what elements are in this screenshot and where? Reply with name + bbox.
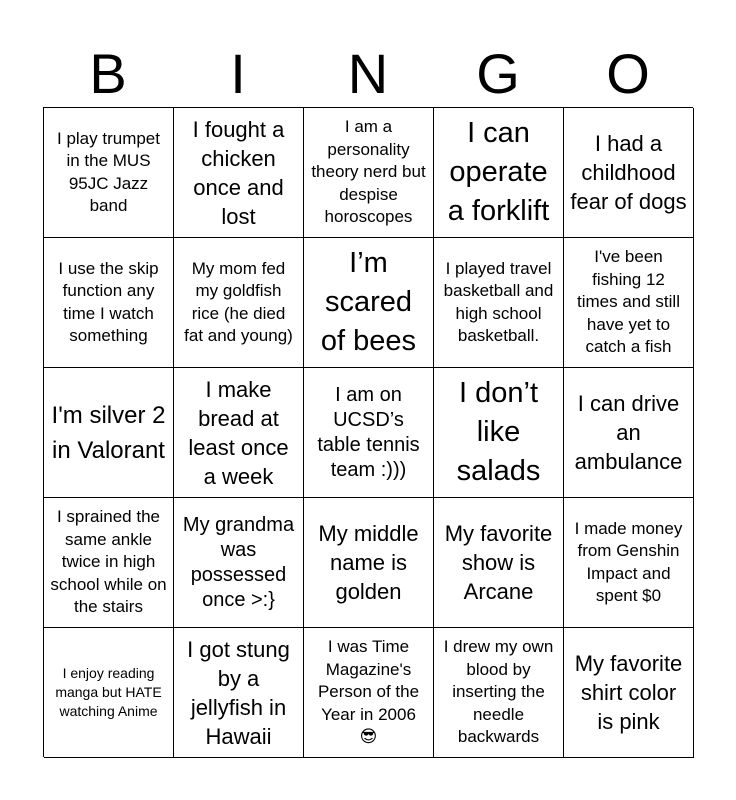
cell-text: My favorite show is Arcane (444, 521, 553, 604)
header-letter-n: N (347, 42, 389, 105)
cell-text: I drew my own blood by inserting the needle backwards (443, 637, 554, 747)
cell-text: I had a childhood fear of dogs (570, 131, 687, 214)
bingo-cell[interactable] (434, 368, 564, 498)
bingo-cell[interactable] (564, 238, 694, 368)
bingo-cell[interactable] (174, 108, 304, 238)
bingo-cell[interactable] (434, 238, 564, 368)
bingo-cell[interactable] (304, 368, 434, 498)
cell-text: My grandma was possessed once >:} (182, 513, 295, 611)
cell-text: I got stung by a jellyfish in Hawaii (187, 636, 290, 749)
bingo-cell[interactable] (44, 498, 174, 628)
cell-text: I've been fishing 12 times and still have yet to catch a fish (577, 247, 680, 357)
bingo-cell[interactable] (174, 238, 304, 368)
bingo-cell[interactable] (434, 108, 564, 238)
bingo-cell[interactable] (304, 238, 434, 368)
bingo-cell[interactable] (564, 498, 694, 628)
bingo-cell[interactable] (44, 108, 174, 238)
bingo-header (43, 40, 693, 108)
bingo-cell[interactable] (564, 108, 694, 238)
cell-text: I played travel basketball and high school basketball. (443, 258, 554, 345)
cell-text: I'm silver 2 in Valorant (51, 401, 166, 464)
header-letter-b: B (89, 42, 127, 105)
bingo-cell[interactable] (564, 368, 694, 498)
cell-text: I use the skip function any time I watch something (58, 258, 159, 345)
cell-text: I sprained the same ankle twice in high school while on the stairs (50, 507, 167, 617)
bingo-cell[interactable] (174, 628, 304, 758)
cell-text: I am on UCSD’s table tennis team :))) (317, 383, 420, 481)
cell-text: I can drive an ambulance (574, 391, 683, 474)
cell-text: I’m scared of bees (320, 247, 417, 357)
cell-text: I fought a chicken once and lost (192, 116, 285, 229)
cell-text: I was Time Magazine's Person of the Year in 2006 😎 (317, 637, 420, 747)
header-letter-g: G (476, 42, 520, 105)
bingo-cell[interactable] (304, 628, 434, 758)
cell-text: My middle name is golden (318, 521, 419, 604)
cell-text: I enjoy reading manga but HATE watching Anime (55, 665, 162, 719)
header-letter-o: O (606, 42, 650, 105)
cell-text: I can operate a forklift (447, 117, 550, 227)
cell-text: I am a personality theory nerd but despise horoscopes (311, 117, 426, 227)
cell-text: I don’t like salads (456, 377, 541, 487)
bingo-cell[interactable] (304, 108, 434, 238)
cell-text: I made money from Genshin Impact and spent $0 (574, 518, 683, 605)
cell-text: I play trumpet in the MUS 95JC Jazz band (57, 128, 160, 215)
bingo-cell[interactable] (174, 498, 304, 628)
bingo-cell[interactable] (434, 498, 564, 628)
bingo-grid (43, 107, 693, 757)
cell-text: My mom fed my goldfish rice (he died fat and young) (184, 258, 293, 345)
bingo-cell[interactable] (44, 368, 174, 498)
bingo-cell[interactable] (434, 628, 564, 758)
bingo-cell[interactable] (44, 238, 174, 368)
header-letter-i: I (230, 42, 246, 105)
cell-text: I make bread at least once a week (188, 376, 289, 489)
bingo-cell[interactable] (174, 368, 304, 498)
bingo-cell[interactable] (304, 498, 434, 628)
bingo-cell[interactable] (564, 628, 694, 758)
bingo-cell[interactable] (44, 628, 174, 758)
cell-text: My favorite shirt color is pink (574, 651, 683, 734)
